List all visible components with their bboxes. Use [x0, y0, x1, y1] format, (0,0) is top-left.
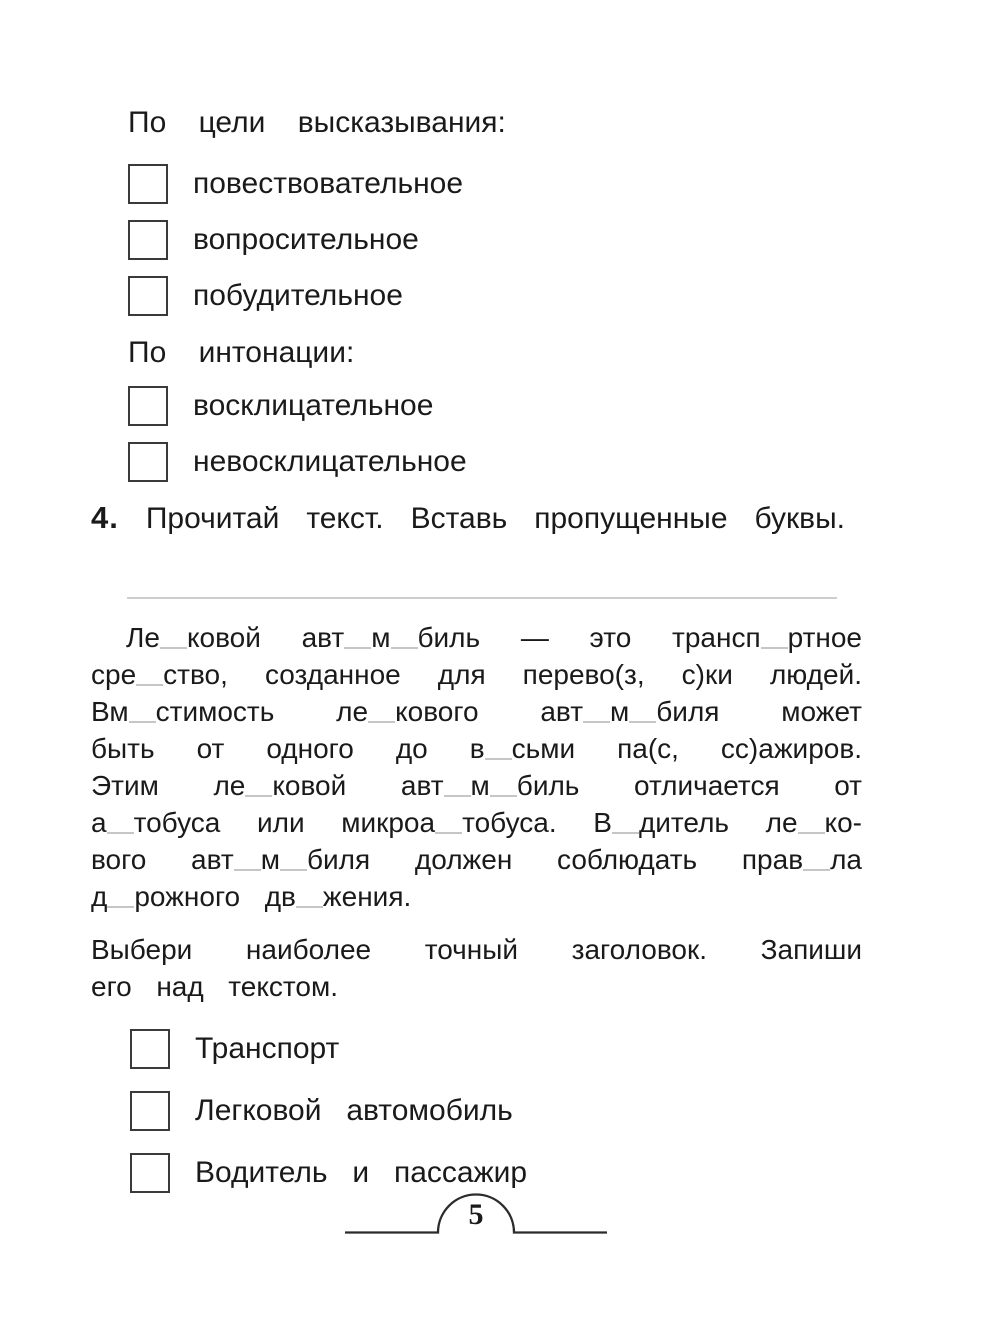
missing-letter-blank[interactable]: [444, 791, 471, 797]
missing-letter-blank[interactable]: [296, 902, 323, 908]
title-option-row: [130, 1091, 862, 1131]
option-label: Транспорт: [195, 1032, 340, 1065]
missing-letter-blank[interactable]: [368, 717, 395, 723]
intonation-option-row: [128, 442, 862, 482]
checkbox[interactable]: [128, 442, 168, 482]
option-label: Легковой автомобиль: [195, 1094, 513, 1127]
passage-line: сре ство, созданное для перево(з, с)ки людей.: [91, 659, 862, 690]
option-label: Водитель и пассажир: [195, 1156, 528, 1189]
purpose-option-row: [128, 220, 862, 260]
checkbox[interactable]: [128, 220, 168, 260]
intonation-option-row: [128, 386, 862, 426]
checkbox[interactable]: [130, 1153, 170, 1193]
passage-line: д рожного дв жения.: [91, 881, 412, 912]
option-label: восклицательное: [193, 389, 434, 422]
missing-letter-blank[interactable]: [490, 791, 517, 797]
missing-letter-blank[interactable]: [435, 828, 462, 834]
missing-letter-blank[interactable]: [803, 865, 830, 871]
subtask-instruction: [91, 931, 862, 1005]
passage-line: Ле ковой авт м биль — это трансп ртное: [126, 622, 862, 653]
task-heading: [91, 500, 845, 537]
passage-line: Вм стимость ле кового авт м биля может: [91, 696, 862, 727]
subtask-line: Выбери наиболее точный заголовок. Запиши: [91, 934, 862, 965]
checkbox[interactable]: [128, 164, 168, 204]
purpose-option-row: [128, 164, 862, 204]
missing-letter-blank[interactable]: [107, 902, 134, 908]
missing-letter-blank[interactable]: [583, 717, 610, 723]
passage-line: а тобуса или микроа тобуса. В дитель ле ко-: [91, 807, 863, 838]
option-label: невосклицательное: [193, 445, 467, 478]
passage-line: вого авт м биля должен соблюдать прав ла: [91, 844, 862, 875]
passage-text: [91, 619, 862, 915]
checkbox[interactable]: [128, 276, 168, 316]
missing-letter-blank[interactable]: [485, 754, 512, 760]
missing-letter-blank[interactable]: [798, 828, 825, 834]
missing-letter-blank[interactable]: [129, 717, 156, 723]
page-number: 5: [468, 1198, 484, 1231]
title-writing-line[interactable]: [127, 597, 837, 599]
page-content: [91, 0, 862, 1193]
missing-letter-blank[interactable]: [136, 680, 163, 686]
missing-letter-blank[interactable]: [107, 828, 134, 834]
missing-letter-blank[interactable]: [344, 643, 371, 649]
missing-letter-blank[interactable]: [391, 643, 418, 649]
missing-letter-blank[interactable]: [612, 828, 639, 834]
page-number-tab: [344, 1192, 608, 1236]
passage-line: Этим ле ковой авт м биль отличается от: [91, 770, 862, 801]
purpose-option-row: [128, 276, 862, 316]
subtask-line: его над текстом.: [91, 971, 339, 1002]
missing-letter-blank[interactable]: [160, 643, 187, 649]
option-label: повествовательное: [193, 167, 464, 200]
checkbox[interactable]: [128, 386, 168, 426]
missing-letter-blank[interactable]: [761, 643, 788, 649]
missing-letter-blank[interactable]: [234, 865, 261, 871]
option-label: побудительное: [193, 279, 403, 312]
checkbox[interactable]: [130, 1091, 170, 1131]
missing-letter-blank[interactable]: [629, 717, 656, 723]
intonation-section-label: По интонации:: [128, 336, 355, 369]
checkbox[interactable]: [130, 1029, 170, 1069]
option-label: вопросительное: [193, 223, 419, 256]
title-option-row: [130, 1153, 862, 1193]
missing-letter-blank[interactable]: [280, 865, 307, 871]
title-option-row: [130, 1029, 862, 1069]
passage-line: быть от одного до в сьми па(с, сс)ажиров.: [91, 733, 862, 764]
task-instruction: Прочитай текст. Вставь пропущенные буквы.: [145, 502, 845, 535]
purpose-section-label: По цели высказывания:: [128, 106, 506, 139]
task-number: 4.: [91, 500, 119, 535]
missing-letter-blank[interactable]: [245, 791, 272, 797]
